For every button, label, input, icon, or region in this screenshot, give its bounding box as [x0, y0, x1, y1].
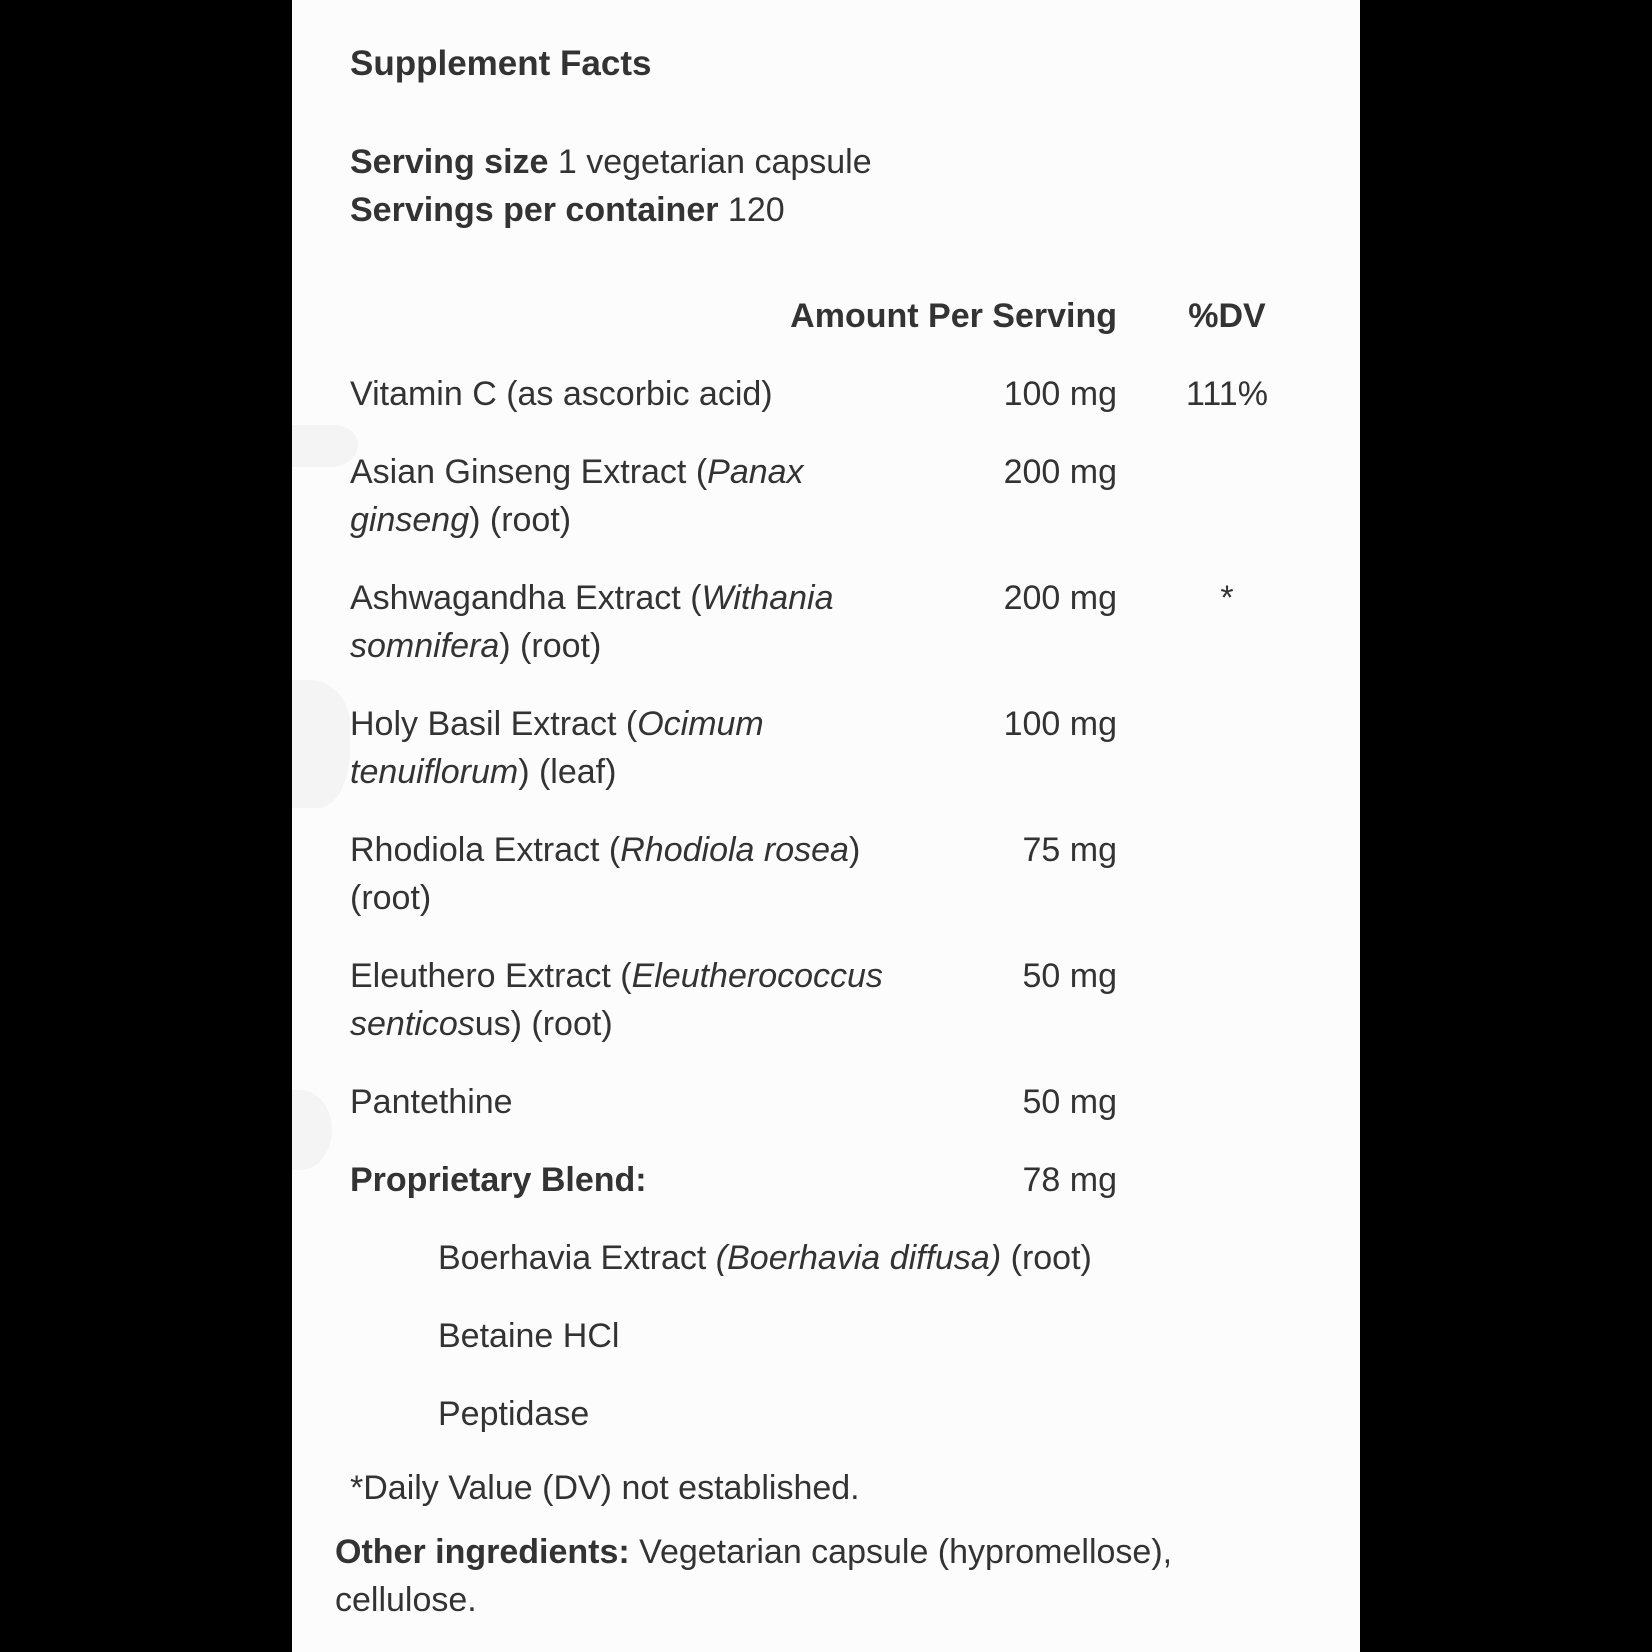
ingredient-name — [350, 448, 920, 544]
servings-per-container-line — [350, 186, 1360, 234]
other-ingredients-label: Other ingredients: — [335, 1533, 630, 1571]
ingredient-name — [350, 700, 920, 796]
ingredient-dv — [1117, 700, 1337, 796]
ingredient-amount: 200 mg — [1003, 453, 1117, 491]
name-segment: tenuiflorum — [350, 753, 519, 791]
name-segment: Betaine HCl — [438, 1317, 620, 1355]
ingredient-row-holy-basil — [292, 700, 1360, 796]
ingredient-amount: 75 mg — [1022, 831, 1117, 869]
name-segment: Ashwagandha Extract ( — [350, 579, 702, 617]
name-segment: Eleuthero Extract ( — [350, 957, 632, 995]
ingredient-dv — [1117, 448, 1337, 544]
servings-per-container-label: Servings per container — [350, 191, 719, 229]
daily-value-footnote: *Daily Value (DV) not established. — [350, 1469, 860, 1507]
name-segment: Rhodiola Extract ( — [350, 831, 621, 869]
name-segment: Pantethine — [350, 1083, 513, 1121]
name-segment: Ocimum — [637, 705, 764, 743]
name-segment: Holy Basil Extract ( — [350, 705, 638, 743]
name-segment: senticos — [350, 1005, 475, 1043]
name-segment: somnifera — [350, 627, 500, 665]
ingredient-dv — [1117, 952, 1337, 1048]
servings-per-container-value: 120 — [718, 191, 785, 229]
amount-per-serving-header: Amount Per Serving — [790, 297, 1117, 335]
ingredient-row-asian-ginseng — [292, 448, 1360, 544]
ingredient-name — [350, 574, 920, 670]
name-segment: ) (root) — [469, 501, 572, 539]
serving-info — [292, 138, 1360, 234]
other-ingredients-value: Vegetarian capsule (hypromellose), — [629, 1533, 1173, 1571]
ingredient-row-vitamin-c — [292, 370, 1360, 418]
name-segment: Vitamin C (as ascorbic acid) — [350, 375, 773, 413]
name-segment: Rhodiola rosea — [620, 831, 849, 869]
name-segment: ginseng — [350, 501, 470, 539]
ingredient-dv — [1117, 1156, 1337, 1204]
table-header-row — [292, 292, 1360, 340]
ingredient-row-proprietary-blend — [292, 1156, 1360, 1204]
name-segment: ) (root) — [499, 627, 602, 665]
ingredient-row-ashwagandha — [292, 574, 1360, 670]
ingredient-name — [350, 826, 920, 922]
ingredient-name — [350, 1156, 920, 1204]
name-segment: Boerhavia Extract — [438, 1239, 716, 1277]
name-segment: Panax — [707, 453, 804, 491]
ingredient-amount: 78 mg — [1022, 1161, 1117, 1199]
serving-size-label: Serving size — [350, 143, 549, 181]
ingredient-row-eleuthero — [292, 952, 1360, 1048]
dv-header: %DV — [1188, 297, 1266, 335]
ingredient-row-rhodiola — [292, 826, 1360, 922]
ingredient-dv — [1117, 826, 1337, 922]
blend-item-boerhavia — [292, 1234, 1360, 1282]
ingredient-amount: 200 mg — [1003, 579, 1117, 617]
other-ingredients-value-2: cellulose. — [335, 1581, 477, 1619]
blend-item-peptidase — [292, 1390, 1360, 1438]
watermark-artifact — [292, 425, 358, 467]
ingredient-dv: 111% — [1186, 375, 1268, 413]
ingredient-amount: 100 mg — [1003, 375, 1117, 413]
name-segment: Asian Ginseng Extract ( — [350, 453, 708, 491]
supplement-facts-panel — [292, 0, 1360, 1652]
ingredient-amount: 50 mg — [1022, 957, 1117, 995]
name-segment: (root) — [1001, 1239, 1092, 1277]
name-segment: Eleutherococcus — [631, 957, 883, 995]
watermark-artifact — [292, 680, 350, 808]
other-ingredients — [292, 1528, 1360, 1624]
name-segment: (Boerhavia diffusa) — [715, 1239, 1002, 1277]
name-segment: Peptidase — [438, 1395, 590, 1433]
ingredient-dv — [1117, 1078, 1337, 1126]
name-segment: us) (root) — [474, 1005, 613, 1043]
ingredient-name — [350, 952, 920, 1048]
name-segment: (root) — [350, 879, 432, 917]
serving-size-line — [350, 138, 1360, 186]
ingredient-dv: * — [1220, 579, 1234, 617]
ingredient-table — [292, 370, 1360, 1438]
ingredient-name — [350, 370, 920, 418]
blend-item-betaine-hcl — [292, 1312, 1360, 1360]
ingredient-amount: 50 mg — [1022, 1083, 1117, 1121]
ingredient-row-pantethine — [292, 1078, 1360, 1126]
name-segment: ) — [848, 831, 861, 869]
ingredient-amount: 100 mg — [1003, 705, 1117, 743]
name-segment: Proprietary Blend: — [350, 1161, 647, 1199]
serving-size-value: 1 vegetarian capsule — [548, 143, 872, 181]
supplement-facts-title: Supplement Facts — [350, 44, 652, 83]
ingredient-name — [350, 1078, 920, 1126]
name-segment: Withania — [701, 579, 834, 617]
name-segment: ) (leaf) — [518, 753, 617, 791]
